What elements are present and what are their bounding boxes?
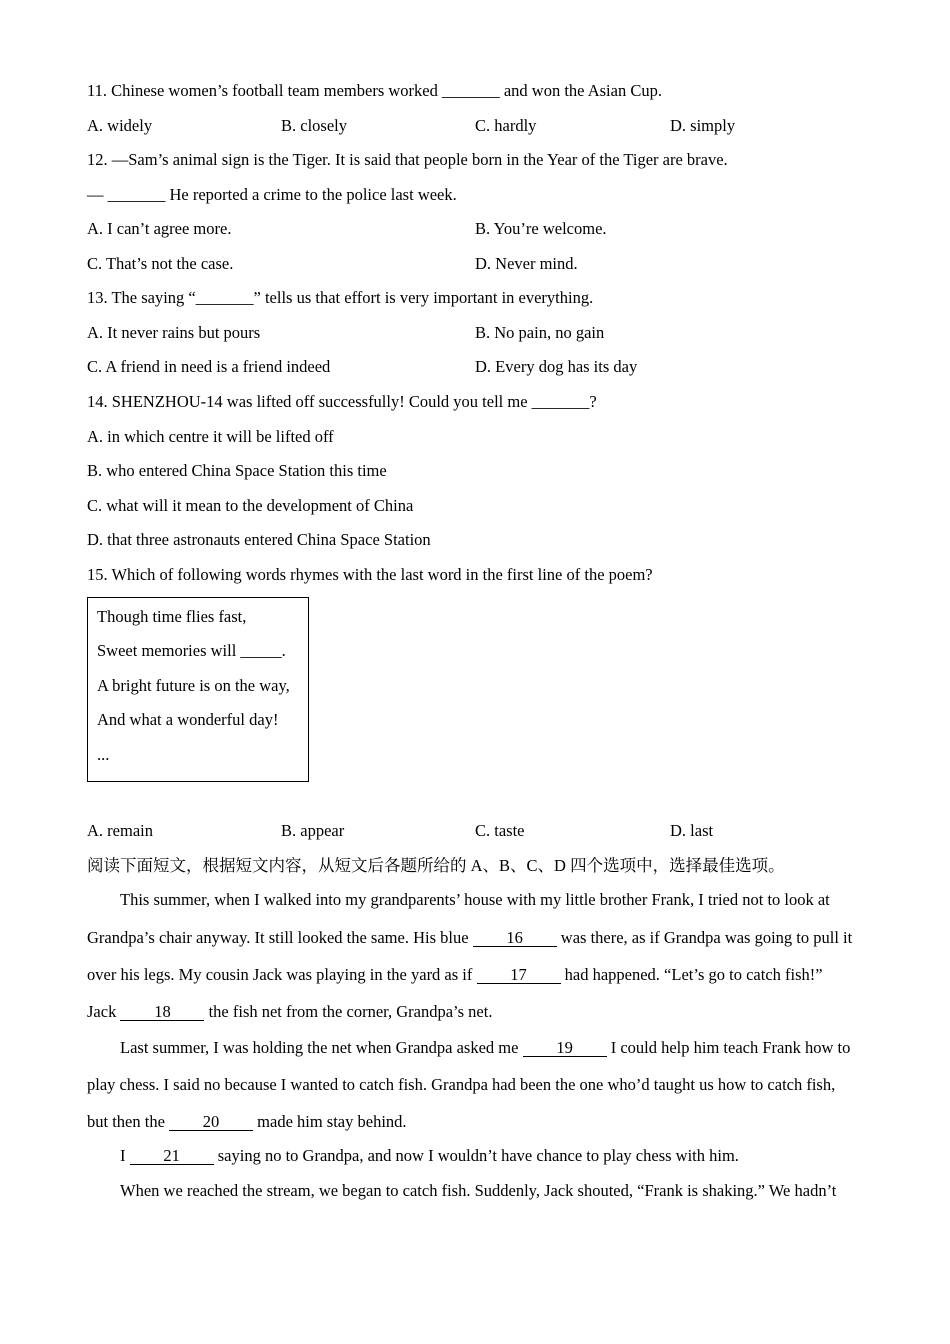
blank-16: 16	[473, 930, 557, 947]
q12-option-b: B. You’re welcome.	[475, 219, 607, 238]
q11-option-c: C. hardly	[475, 116, 537, 135]
blank-19: 19	[523, 1040, 607, 1057]
q15-option-a: A. remain	[87, 821, 153, 840]
q13-option-a: A. It never rains but pours	[87, 323, 261, 342]
reading-instruction: 阅读下面短文，根据短文内容，从短文后各题所给的 A、B、C、D 四个选项中，选择最佳选项。	[87, 856, 785, 875]
question-11-stem: 11. Chinese women’s football team members worked _______ and won the Asian Cup.	[87, 81, 662, 100]
question-14-stem: 14. SHENZHOU-14 was lifted off successfully! Could you tell me _______?	[87, 392, 597, 411]
question-12-stem: 12. —Sam’s animal sign is the Tiger. It is said that people born in the Year of the Tiger are brave.	[87, 150, 728, 169]
blank-18: 18	[120, 1004, 204, 1021]
q11-option-a: A. widely	[87, 116, 153, 135]
blank-20: 20	[169, 1114, 253, 1131]
blank-17: 17	[477, 967, 561, 984]
q12-option-a: A. I can’t agree more.	[87, 219, 232, 238]
question-12-reply: — _______ He reported a crime to the police last week.	[87, 185, 457, 204]
blank-21: 21	[130, 1148, 214, 1165]
poem-line-3: A bright future is on the way,	[97, 676, 290, 695]
q11-option-d: D. simply	[670, 116, 736, 135]
poem-line-1: Though time flies fast,	[97, 607, 247, 626]
passage-p1-line-4: Jack 18 the fish net from the corner, Grandpa’s net.	[87, 1002, 493, 1021]
passage-p4: When we reached the stream, we began to catch fish. Suddenly, Jack shouted, “Frank is shaking.” We hadn’t	[120, 1181, 837, 1200]
poem-line-5: ...	[97, 745, 110, 764]
q13-option-d: D. Every dog has its day	[475, 357, 638, 376]
passage-p2-line-2: play chess. I said no because I wanted to catch fish. Grandpa had been the one who’d taught us how to catch fish,	[87, 1075, 836, 1094]
q14-option-b: B. who entered China Space Station this time	[87, 461, 387, 480]
passage-p1-line-1: This summer, when I walked into my grandparents’ house with my little brother Frank, I tried not to look at	[120, 890, 830, 909]
poem-line-2: Sweet memories will _____.	[97, 641, 286, 660]
question-13-stem: 13. The saying “_______” tells us that effort is very important in everything.	[87, 288, 594, 307]
passage-p2-line-1: Last summer, I was holding the net when Grandpa asked me 19 I could help him teach Frank how to	[120, 1038, 851, 1057]
q12-option-d: D. Never mind.	[475, 254, 578, 273]
passage-p3: I 21 saying no to Grandpa, and now I wouldn’t have chance to play chess with him.	[120, 1146, 739, 1165]
q14-option-c: C. what will it mean to the development of China	[87, 496, 414, 515]
q13-option-c: C. A friend in need is a friend indeed	[87, 357, 331, 376]
question-15-stem: 15. Which of following words rhymes with the last word in the first line of the poem?	[87, 565, 653, 584]
passage-p1-line-2: Grandpa’s chair anyway. It still looked the same. His blue 16 was there, as if Grandpa was going to pull it	[87, 928, 853, 947]
q15-option-c: C. taste	[475, 821, 525, 840]
q12-option-c: C. That’s not the case.	[87, 254, 234, 273]
passage-p1-line-3: over his legs. My cousin Jack was playing in the yard as if 17 had happened. “Let’s go to catch fish!”	[87, 965, 823, 984]
poem-box	[87, 597, 309, 782]
q14-option-a: A. in which centre it will be lifted off	[87, 427, 334, 446]
q11-option-b: B. closely	[281, 116, 347, 135]
q15-option-b: B. appear	[281, 821, 345, 840]
passage-p2-line-3: but then the 20 made him stay behind.	[87, 1112, 407, 1131]
poem-line-4: And what a wonderful day!	[97, 710, 279, 729]
q14-option-d: D. that three astronauts entered China Space Station	[87, 530, 431, 549]
q15-option-d: D. last	[670, 821, 714, 840]
q13-option-b: B. No pain, no gain	[475, 323, 605, 342]
